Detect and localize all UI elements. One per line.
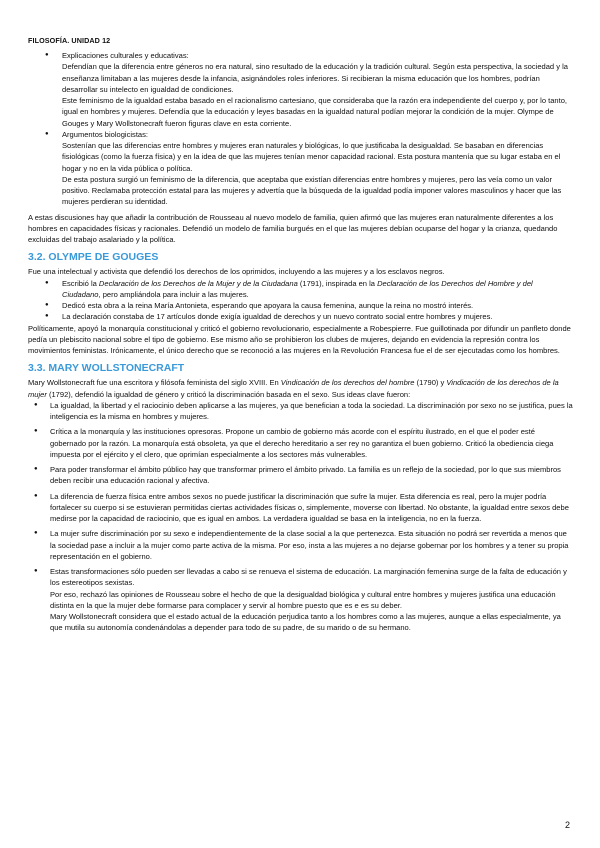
wollstonecraft-bullet-1: ● La igualdad, la libertad y el raciocinio deben aplicarse a las mujeres, ya que benefician a toda la sociedad. La discriminación por sexo no se justifica, pues la inteligencia es la misma en hombres y mujeres. <box>28 400 573 423</box>
wollstonecraft-bullet-5: ● La mujer sufre discriminación por su sexo e independientemente de la clase social a la que pertenezca. Esta situación no podrá ser revertida a menos que la sociedad pase a incluir a la mujer como parte activa de la misma. Por eso, insta a las mujeres a no dejarse gobernar por los hombres y a tener su propia representación en el gobierno. <box>28 528 573 562</box>
wollstonecraft-education-paragraph-1: Por eso, rechazó las opiniones de Rousseau sobre el hecho de que la desigualdad biológica y cultural entre hombres y mujeres justifica una educación distinta en la que la mujer debe formarse para complacer y servir al hombre puesto que es e es su deber. <box>50 589 556 610</box>
wollstonecraft-bullet-4: ● La diferencia de fuerza física entre ambos sexos no puede justificar la discriminación que sufre la mujer. Esta diferencia es real, pero la mujer podría fortalecer su cuerpo si se estuvieran permitidas ciertas actividades físicas o, simplemente, moverse con libertad. No obstante, la igualdad entre sexos debe medirse por la capacidad de raciocinio, que es igual en ambos. La verdadera igualdad se basa en la inteligencia, no en la fuerza. <box>28 491 573 525</box>
document-body <box>28 50 573 634</box>
olympe-bullet-2: ● Dedicó esta obra a la reina María Antonieta, esperando que apoyara la causa femenina, aunque la reina no mostró interés. <box>28 300 573 311</box>
declaration-woman-title: Declaración de los Derechos de la Mujer y de la Ciudadana <box>98 278 298 288</box>
olympe-bullet-1: ● Escribió la Declaración de los Derechos de la Mujer y de la Ciudadana (1791), inspirada en la Declaración de los Derechos del Hombre y del Ciudadano, pero ampliándola para incluir a las mujeres. <box>28 278 573 301</box>
olympe-closing: Políticamente, apoyó la monarquía constitucional y criticó el gobierno revolucionario, especialmente a Robespierre. Fue guillotinada por difundir un panfleto donde pedía un plebiscito nacional sobre el tipo de gobierno. Ese mismo año se prohibieron los clubes de mujeres, dejando en evidencia la represión contra los movimientos feministas. Irónicamente, el único derecho que se reconoció a las mujeres en la Revolución Francesa fue el de ser ejecutadas como los hombres. <box>28 323 571 355</box>
biologicist-paragraph-1: Sostenían que las diferencias entre hombres y mujeres eran naturales y biológicas, lo que justificaba la desigualdad. Se basaban en diferencias fisiológicas (como la fuerza física) y en la idea de que las mujeres tenían menor capacidad racional. Esta postura mantenía que su lugar estaba en el hogar y no en la vida pública o política. <box>62 141 561 173</box>
declaration-man-title: Declaración de los Derechos del Hombre y del Ciudadano <box>62 278 533 299</box>
wollstonecraft-bullet-6: ● Estas transformaciones sólo pueden ser llevadas a cabo si se renueva el sistema de educación. La marginación femenina surge de la falta de educación y los estereotipos sexistas. <box>28 566 573 589</box>
vindication-woman-title: Vindicación de los derechos de la mujer <box>28 378 559 399</box>
heading-olympe-de-gouges: 3.2. OLYMPE DE GOUGES <box>28 251 159 264</box>
page-header: FILOSOFÍA. UNIDAD 12 <box>28 36 111 45</box>
cultural-paragraph-1: Defendían que la diferencia entre géneros no era natural, sino resultado de la educación y la tradición cultural. Según esta perspectiva, la sociedad y la enseñanza limitaban a las mujeres desde la infancia, asignándoles roles inferiores. Si recibieran la misma educación que los hombres, podrían desarrollar su intelecto en igualdad de condiciones. <box>62 62 568 94</box>
cultural-paragraph-2: Este feminismo de la igualdad estaba basado en el racionalismo cartesiano, que consideraba que la razón era independiente del cuerpo y, por lo tanto, igual en hombres y mujeres. Defendía que la educación y leyes basadas en la igualdad natural podían mejorar la condición de la mujer. Olympe de Gouges y Mary Wollstonecraft fueron figuras clave en esta corriente. <box>62 96 567 128</box>
rousseau-paragraph: A estas discusiones hay que añadir la contribución de Rousseau al nuevo modelo de familia, quien afirmó que las mujeres eran naturalmente diferentes a los hombres en capacidades físicas y racionales. Defendió un modelo de familia burgués en el que las mujeres debían ocuparse del hogar y la crianza, quedando excluidas del trabajo asalariado y la política. <box>28 212 558 244</box>
wollstonecraft-intro: Mary Wollstonecraft fue una escritora y filósofa feminista del siglo XVIII. En Vindicación de los derechos del hombre (1790) y Vindicación de los derechos de la mujer (1792), defendió la igualdad de género y criticó la discriminación basada en el sexo. Sus ideas clave fueron: <box>28 378 559 399</box>
olympe-bullet-3: ● La declaración constaba de 17 artículos donde exigía igualdad de derechos y un nuevo contrato social entre hombres y mujeres. <box>28 311 573 322</box>
page-number: 2 <box>564 820 570 830</box>
wollstonecraft-education-paragraph-2: Mary Wollstonecraft considera que el estado actual de la educación perjudica tanto a los hombres como a las mujeres, aunque a ellas especialmente, ya que mutila su autonomía condenándolas a depender para todo de su padre, de su marido o de su hermano. <box>50 612 561 633</box>
bullet-cultural-title: ● Explicaciones culturales y educativas: <box>28 50 573 61</box>
olympe-intro: Fue una intelectual y activista que defendió los derechos de los oprimidos, incluyendo a las mujeres y a los esclavos negros. <box>28 267 445 277</box>
heading-mary-wollstonecraft: 3.3. MARY WOLLSTONECRAFT <box>28 362 185 375</box>
wollstonecraft-bullet-2: ● Crítica a la monarquía y las instituciones opresoras. Propone un cambio de gobierno más acorde con el espíritu ilustrado, en el que el poder esté gobernado por la razón. La monarquía está obsoleta, ya que el derecho hereditario a ser rey no garantiza el buen gobierno. Criticó la obediencia ciega impuesta por el ejército y el clero, que oprimían especialmente a los sectores más vulnerables. <box>28 426 573 460</box>
biologicist-paragraph-2: De esta postura surgió un feminismo de la diferencia, que aceptaba que existían diferencias entre hombres y mujeres, pero las veía como un valor positivo. Reclamaba protección estatal para las mujeres y advertía que la búsqueda de la igualdad podía imponer valores masculinos y hacer que las mujeres perdieran su identidad. <box>62 174 562 207</box>
bullet-biologicist-title: ● Argumentos biologicistas: <box>28 129 573 140</box>
wollstonecraft-bullet-3: ● Para poder transformar el ámbito público hay que transformar primero el ámbito privado. La familia es un reflejo de la sociedad, por lo que sus miembros deben recibir una educación racional y afectiva. <box>28 464 573 487</box>
vindication-man-title: Vindicación de los derechos del hombre <box>280 378 415 388</box>
